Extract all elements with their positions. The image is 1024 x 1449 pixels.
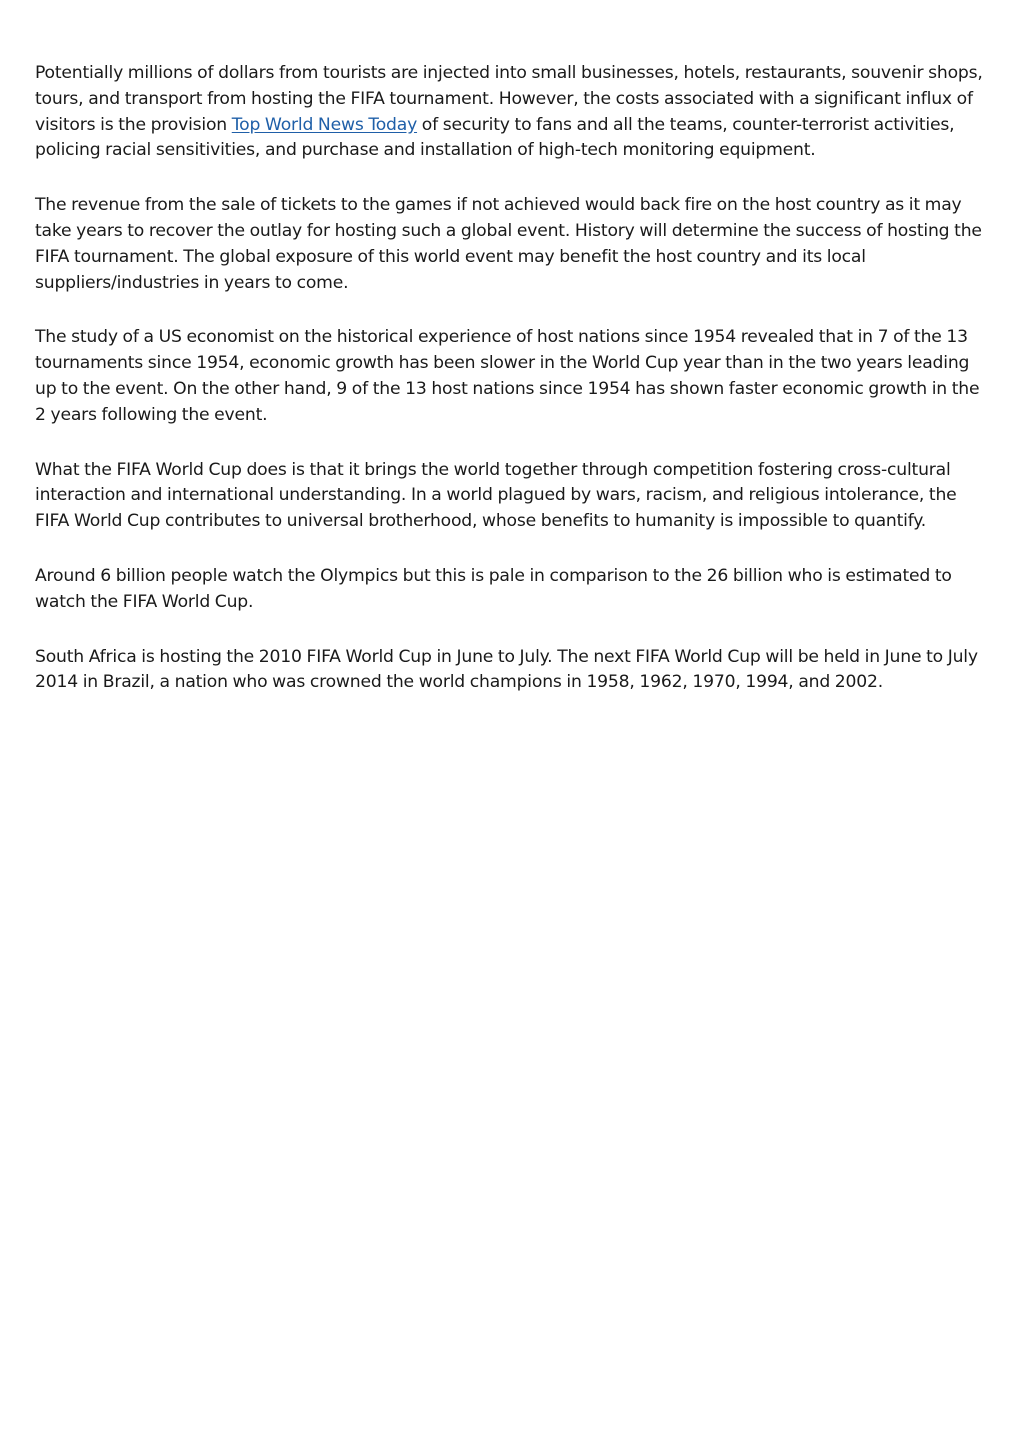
paragraph-host-nations: South Africa is hosting the 2010 FIFA World Cup in June to July. The next FIFA World Cup will be held in June to July 2014 in Brazil, a nation who was crowned the world champions in 1958, 1962, 1970, 1994, and 2002. xyxy=(35,646,978,693)
paragraph-text-before-link: Potentially millions of dollars from tourists are injected into small businesses, hotels, restaurants, souvenir shops, tours, and transport from hosting the FIFA tournament. However, the costs associated with a significant influx of visitors is the provision xyxy=(35,63,983,135)
top-world-news-today-link[interactable]: Top World News Today xyxy=(231,114,418,135)
paragraph-viewership: Around 6 billion people watch the Olympics but this is pale in comparison to the 26 billion who is estimated to watch the FIFA World Cup. xyxy=(35,565,952,612)
paragraph-ticket-revenue: The revenue from the sale of tickets to the games if not achieved would back fire on the host country as it may take years to recover the outlay for hosting such a global event. History will determine the success of hosting the FIFA tournament. The global exposure of this world event may benefit the host country and its local suppliers/industries in years to come. xyxy=(35,195,982,293)
paragraph-world-together: What the FIFA World Cup does is that it brings the world together through competition fostering cross-cultural interaction and international understanding. In a world plagued by wars, racism, and religious intolerance, the FIFA World Cup contributes to universal brotherhood, whose benefits to humanity is impossible to quantify. xyxy=(35,459,957,532)
document-page xyxy=(35,61,993,725)
paragraph-tourism-costs xyxy=(35,61,993,164)
paragraph-text-after-link: of security to fans and all the teams, counter-terrorist activities, policing racial sensitivities, and purchase and installation of high-tech monitoring equipment. xyxy=(35,114,955,161)
paragraph-economist-study: The study of a US economist on the historical experience of host nations since 1954 revealed that in 7 of the 13 tournaments since 1954, economic growth has been slower in the World Cup year than in the two years leading up to the event. On the other hand, 9 of the 13 host nations since 1954 has shown faster economic growth in the 2 years following the event. xyxy=(35,327,980,425)
